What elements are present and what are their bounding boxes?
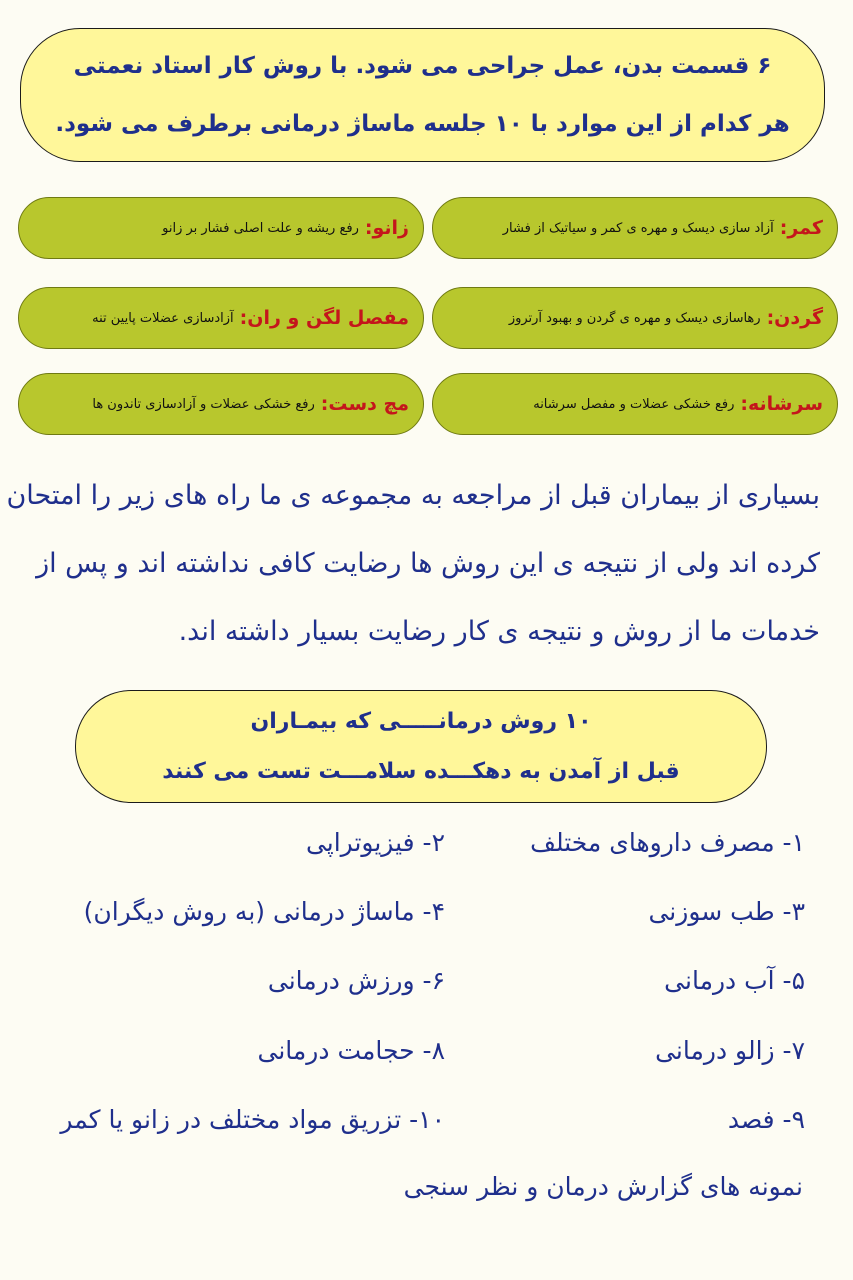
body-part-label: زانو: [364,217,409,239]
body-part-label: سرشانه: [740,393,823,415]
method-item: ۶- ورزش درمانی [267,966,445,995]
body-part-hip [18,287,424,349]
header-line-2: هر کدام از این موارد با ۱۰ جلسه ماساژ درمانی برطرف می شود. [55,111,790,137]
method-item: ۹- فصد [727,1105,805,1134]
method-item: ۷- زالو درمانی [655,1036,805,1065]
method-item: ۲- فیزیوتراپی [305,828,445,857]
header-banner [20,28,825,162]
methods-banner-line-2: قبل از آمدن به دهکـــده سلامـــت تست می کنند [162,758,680,784]
body-part-shoulder [432,373,838,435]
method-item: ۱۰- تزریق مواد مختلف در زانو یا کمر [60,1105,445,1134]
body-part-back [432,197,838,259]
methods-banner-line-1: ۱۰ روش درمانـــــی که بیمـاران [250,708,592,734]
report-link[interactable]: نمونه های گزارش درمان و نظر سنجی [403,1172,803,1201]
body-part-text: آزادسازی عضلات پایین تنه [92,310,234,326]
body-part-label: کمر: [779,217,823,239]
body-part-text: رفع خشکی عضلات و مفصل سرشانه [533,396,735,412]
intro-paragraph [6,462,820,666]
method-item: ۵- آب درمانی [664,966,805,995]
methods-banner [75,690,767,803]
header-line-1: ۶ قسمت بدن، عمل جراحی می شود. با روش کار استاد نعمتی [73,53,772,79]
method-item: ۸- حجامت درمانی [257,1036,445,1065]
body-part-knee [18,197,424,259]
paragraph-line: کرده اند ولی از نتیجه ی این روش ها رضایت کافی نداشته اند و پس از [36,548,820,579]
body-part-label: مچ دست: [320,393,409,415]
body-part-text: رفع ریشه و علت اصلی فشار بر زانو [162,220,359,236]
body-part-text: رفع خشکی عضلات و آزادسازی تاندون ها [92,396,315,412]
method-item: ۴- ماساژ درمانی (به روش دیگران) [83,897,445,926]
body-part-text: رهاسازی دیسک و مهره ی گردن و بهبود آرتروز [508,310,761,326]
paragraph-line: خدمات ما از روش و نتیجه ی کار رضایت بسیار داشته اند. [178,616,820,647]
paragraph-line: بسیاری از بیماران قبل از مراجعه به مجموعه ی ما راه های زیر را امتحان [6,480,820,511]
method-item: ۳- طب سوزنی [648,897,805,926]
body-part-label: گردن: [766,307,823,329]
body-part-neck [432,287,838,349]
method-item: ۱- مصرف داروهای مختلف [530,828,805,857]
body-part-text: آزاد سازی دیسک و مهره ی کمر و سیاتیک از فشار [502,220,774,236]
body-part-label: مفصل لگن و ران: [239,307,409,329]
body-part-wrist [18,373,424,435]
